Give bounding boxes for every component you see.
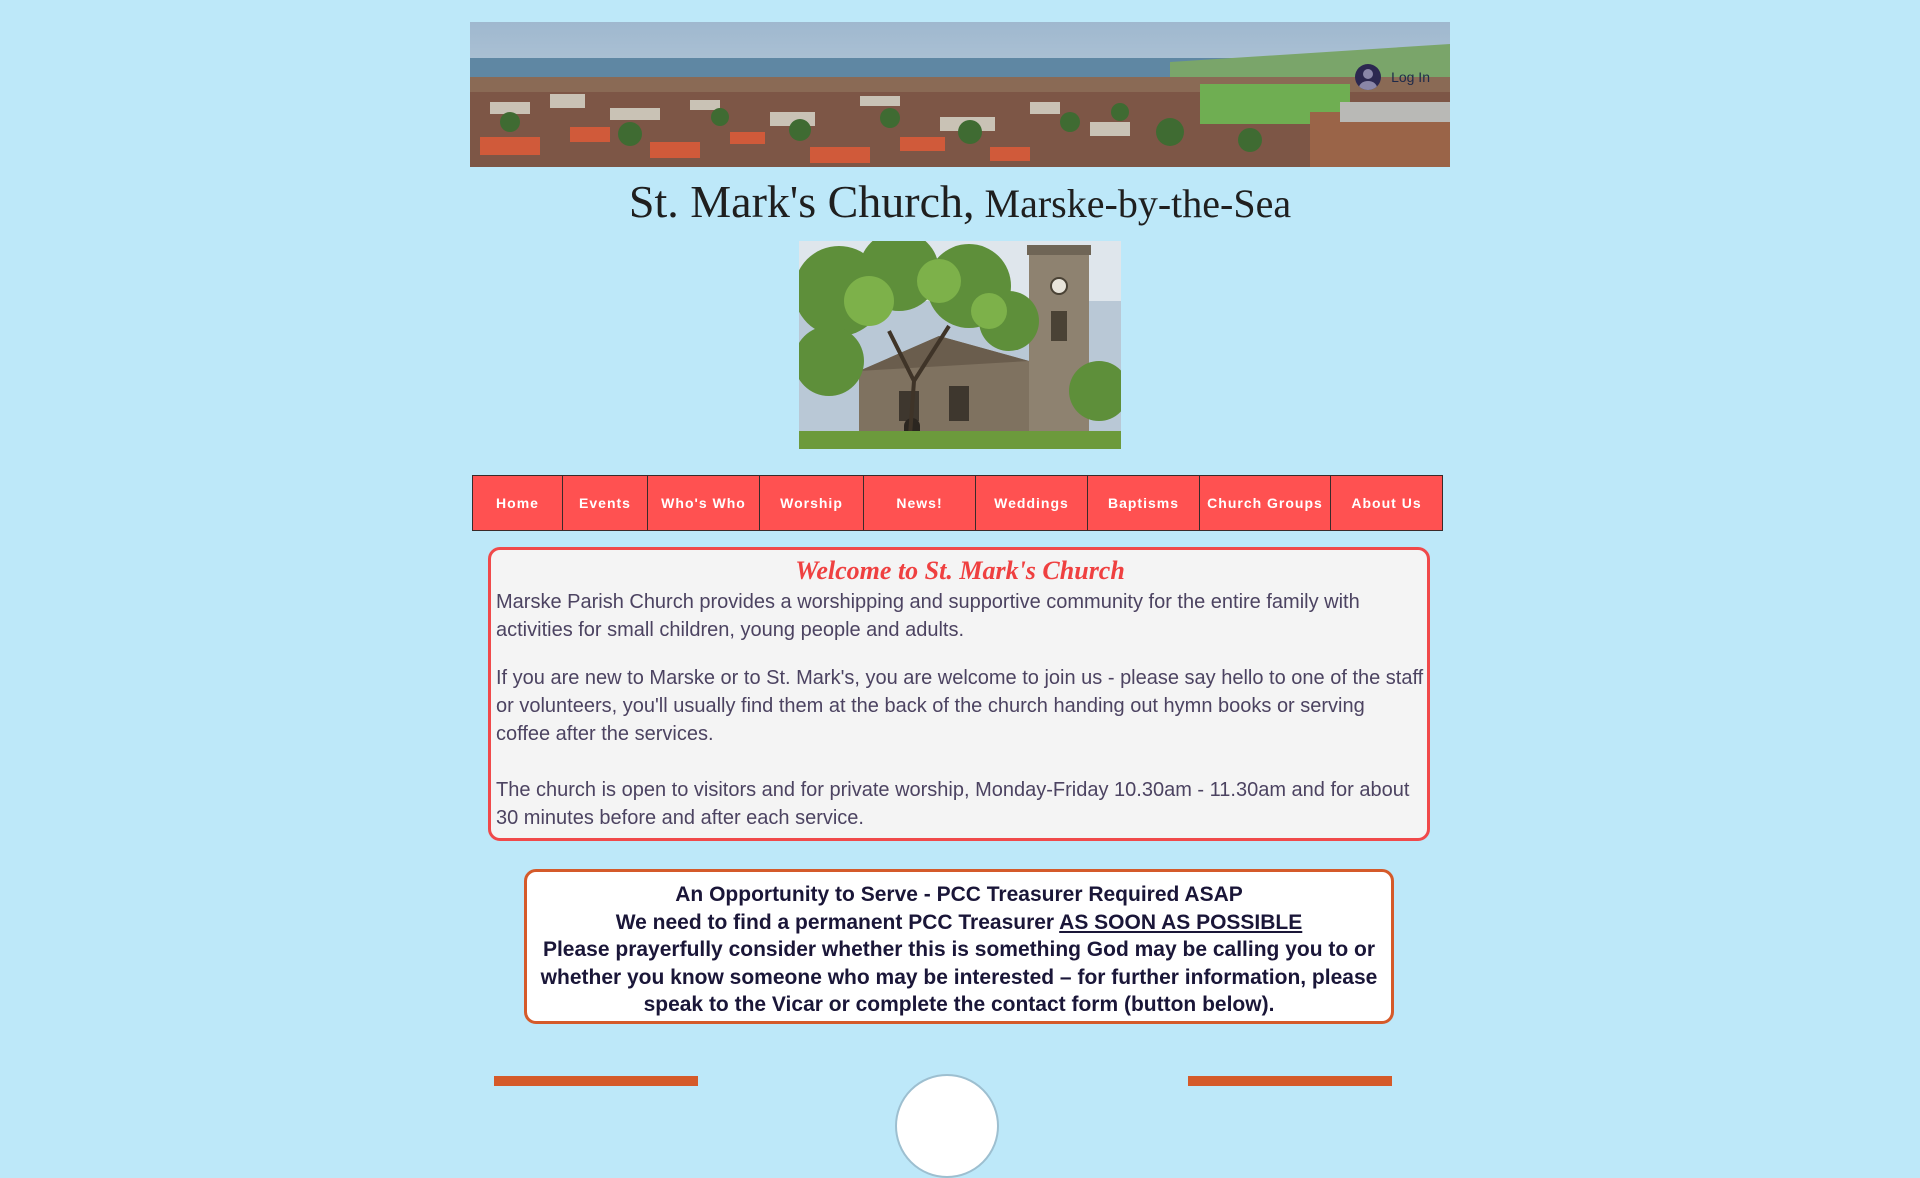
nav-item-baptisms[interactable]: Baptisms xyxy=(1088,476,1200,530)
pcc-notice-subtitle-text: We need to find a permanent PCC Treasurer xyxy=(615,910,1060,934)
login-label: Log In xyxy=(1391,69,1430,85)
user-avatar-icon xyxy=(1355,64,1381,90)
nav-item-worship[interactable]: Worship xyxy=(760,476,864,530)
welcome-panel xyxy=(488,547,1430,841)
site-title-location: Marske-by-the-Sea xyxy=(974,181,1292,226)
town-panorama-image xyxy=(470,22,1450,167)
bottom-right-button[interactable] xyxy=(1188,1076,1392,1086)
nav-item-church-groups[interactable]: Church Groups xyxy=(1200,476,1331,530)
header-banner xyxy=(470,22,1450,167)
site-title-main: St. Mark's Church, xyxy=(628,176,975,227)
nav-item-news[interactable]: News! xyxy=(864,476,976,530)
nav-item-weddings[interactable]: Weddings xyxy=(976,476,1088,530)
welcome-paragraph-community: Marske Parish Church provides a worshipping and supportive community for the entire family with activities for small children, young people and adults. xyxy=(496,591,1360,641)
site-title xyxy=(0,175,1920,228)
welcome-paragraph-newcomers: If you are new to Marske or to St. Mark's, you are welcome to join us - please say hello to one of the staff or volunteers, you'll usually find them at the back of the church handing out hymn books or serving coffee after the services. xyxy=(496,667,1424,745)
nav-item-events[interactable]: Events xyxy=(563,476,648,530)
welcome-paragraph-opening-hours: The church is open to visitors and for private worship, Monday-Friday 10.30am - 11.30am and for about 30 minutes before and after each service. xyxy=(496,779,1410,829)
nav-item-home[interactable]: Home xyxy=(473,476,563,530)
nav-item-whos-who[interactable]: Who's Who xyxy=(648,476,760,530)
pcc-treasurer-notice xyxy=(524,869,1394,1024)
nav-item-about-us[interactable]: About Us xyxy=(1331,476,1442,530)
pcc-notice-subtitle xyxy=(537,909,1381,937)
pcc-notice-body: Please prayerfully consider whether this is something God may be calling you to or whether you know someone who may be interested – for further information, please speak to the Vicar or complete the contact form (button below). xyxy=(540,938,1378,1016)
bottom-center-badge xyxy=(895,1074,999,1178)
pcc-notice-title: An Opportunity to Serve - PCC Treasurer Required ASAP xyxy=(675,883,1243,906)
bottom-left-button[interactable] xyxy=(494,1076,698,1086)
pcc-notice-urgency: AS SOON AS POSSIBLE xyxy=(1059,910,1303,934)
welcome-heading: Welcome to St. Mark's Church xyxy=(795,556,1125,585)
church-photo xyxy=(799,241,1121,449)
login-button[interactable] xyxy=(1355,64,1430,90)
main-nav xyxy=(472,475,1443,531)
